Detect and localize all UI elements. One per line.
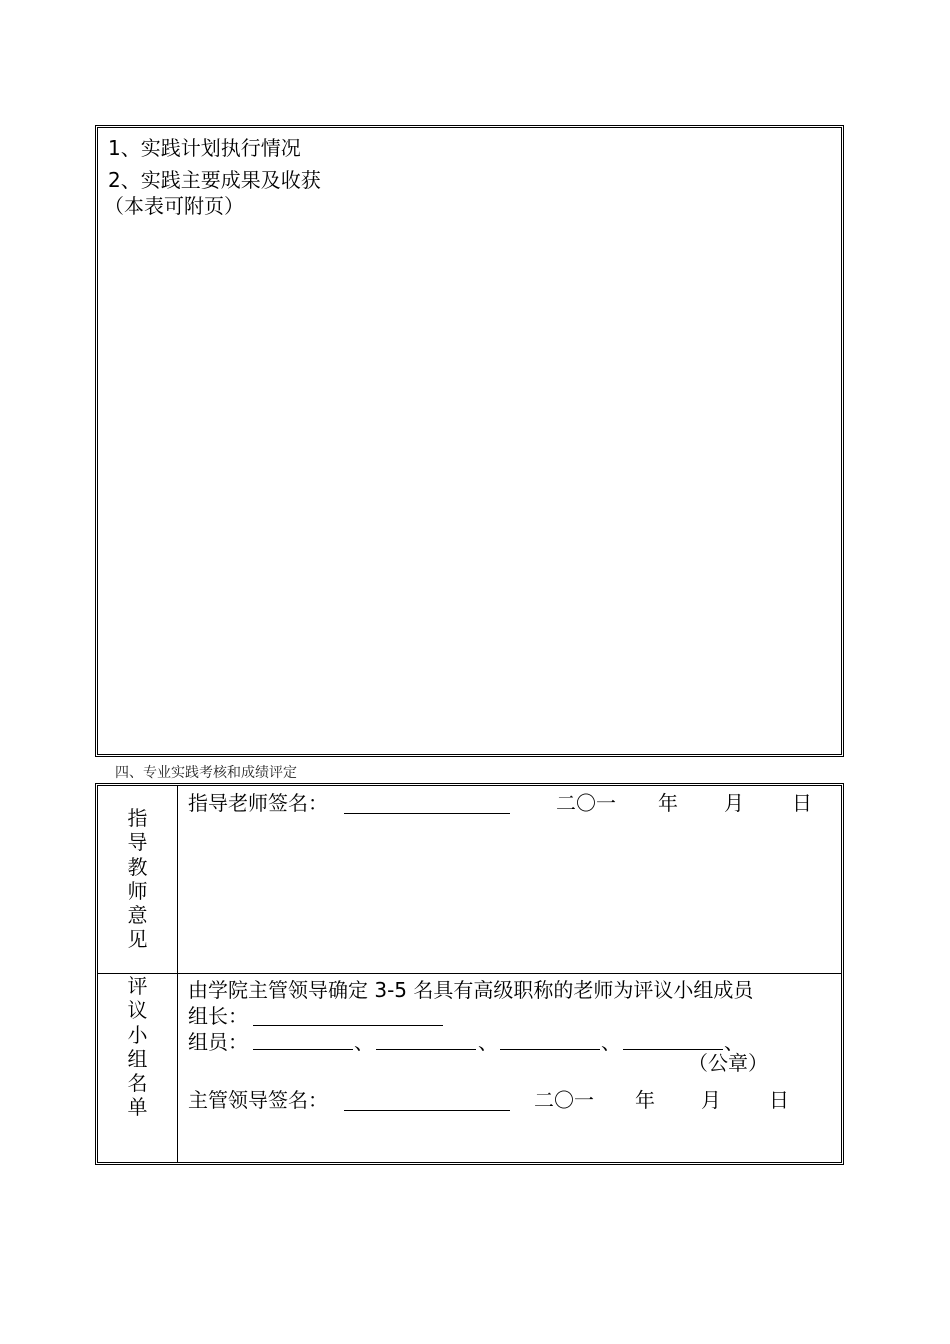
advisor-date-prefix: 二〇一 [556, 791, 616, 815]
member-field-3[interactable] [500, 1049, 600, 1050]
attachment-note: （本表可附页） [104, 194, 244, 218]
plan-execution-heading: 1、实践计划执行情况 [108, 136, 301, 160]
member-separator: 、 [724, 1030, 744, 1054]
advisor-day-label: 日 [792, 791, 812, 815]
leader-label: 组长： [188, 1004, 248, 1028]
director-year-label: 年 [635, 1088, 655, 1112]
director-day-label: 日 [769, 1088, 789, 1112]
member-separator: 、 [478, 1030, 498, 1054]
leader-field[interactable] [253, 1025, 443, 1026]
section-title: 四、专业实践考核和成绩评定 [115, 765, 297, 781]
director-signature-field[interactable] [344, 1110, 510, 1111]
advisor-opinion-label: 指 导 教 师 意 见 [127, 806, 148, 952]
assessment-table [95, 783, 844, 1165]
advisor-month-label: 月 [724, 791, 744, 815]
director-date-prefix: 二〇一 [534, 1088, 594, 1112]
member-field-4[interactable] [623, 1049, 723, 1050]
advisor-sign-label: 指导老师签名： [188, 791, 328, 815]
member-field-2[interactable] [376, 1049, 476, 1050]
members-label: 组员： [188, 1030, 248, 1054]
director-month-label: 月 [701, 1088, 721, 1112]
member-separator: 、 [354, 1030, 374, 1054]
director-sign-label: 主管领导签名： [188, 1088, 328, 1112]
member-field-1[interactable] [253, 1049, 353, 1050]
committee-list-label: 评 议 小 组 名 单 [127, 974, 148, 1120]
achievements-heading: 2、实践主要成果及收获 [108, 168, 321, 192]
column-divider [177, 786, 178, 1162]
advisor-year-label: 年 [658, 791, 678, 815]
advisor-signature-field[interactable] [344, 813, 510, 814]
member-separator: 、 [601, 1030, 621, 1054]
practice-summary-box [95, 125, 844, 757]
committee-intro: 由学院主管领导确定 3-5 名具有高级职称的老师为评议小组成员 [188, 978, 754, 1002]
official-stamp-label: （公章） [688, 1051, 768, 1075]
row-divider [98, 973, 841, 974]
